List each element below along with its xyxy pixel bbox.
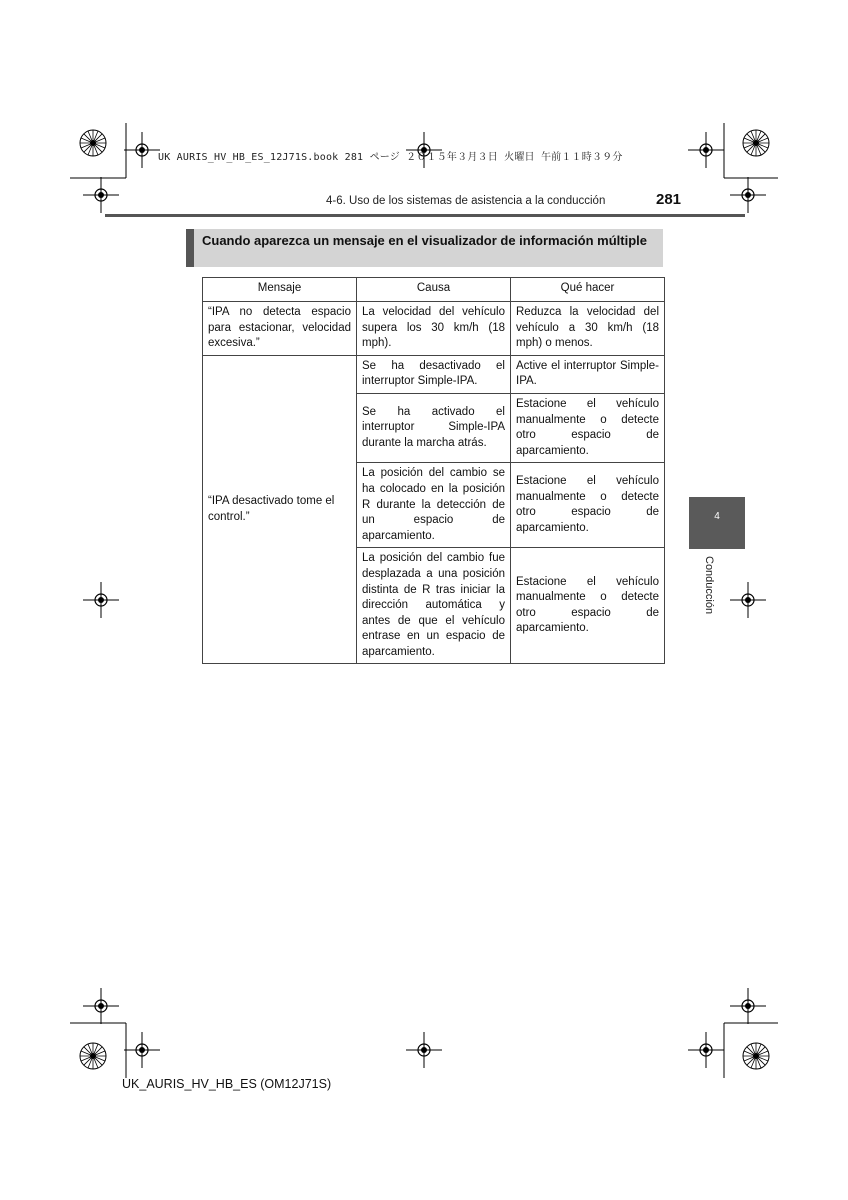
cell-causa: Se ha desactivado el interruptor Simple-IPA.: [357, 355, 511, 393]
column-header-causa: Causa: [357, 278, 511, 302]
print-job-header: UK AURIS_HV_HB_ES_12J71S.book 281 ページ ２０１５年３月３日 火曜日 午前１１時３９分: [158, 152, 623, 163]
table-row: [203, 302, 665, 356]
chapter-tab: [689, 497, 745, 549]
cell-mensaje: “IPA desactivado tome el control.”: [203, 355, 357, 664]
cell-causa: Se ha activado el interruptor Simple-IPA durante la marcha atrás.: [357, 393, 511, 462]
running-header-section: 4-6. Uso de los sistemas de asistencia a la conducción: [326, 195, 606, 207]
cell-accion: Reduzca la velocidad del vehículo a 30 km/h (18 mph) o menos.: [511, 302, 665, 356]
cell-causa: La posición del cambio se ha colocado en la posición R durante la detección de un espacio de aparcamiento.: [357, 463, 511, 548]
cell-accion: Estacione el vehículo manualmente o detecte otro espacio de aparcamiento.: [511, 548, 665, 664]
chapter-number: 4: [714, 511, 720, 522]
cell-mensaje: “IPA no detecta espacio para estacionar, velocidad excesiva.”: [203, 302, 357, 356]
header-rule: [105, 214, 745, 217]
table-row: [203, 355, 665, 393]
message-table: [202, 277, 665, 664]
cell-accion: Estacione el vehículo manualmente o detecte otro espacio de aparcamiento.: [511, 463, 665, 548]
subheading: Cuando aparezca un mensaje en el visualizador de información múltiple: [186, 229, 663, 267]
chapter-label: Conducción: [703, 556, 715, 615]
table-header-row: [203, 278, 665, 302]
column-header-mensaje: Mensaje: [203, 278, 357, 302]
page-number: 281: [656, 191, 682, 208]
cell-causa: La velocidad del vehículo supera los 30 km/h (18 mph).: [357, 302, 511, 356]
cell-accion: Active el interruptor Simple-IPA.: [511, 355, 665, 393]
cell-causa: La posición del cambio fue desplazada a una posición distinta de R tras iniciar la dirección automática y antes de que el vehículo entrase en un espacio de aparcamiento.: [357, 548, 511, 664]
column-header-que-hacer: Qué hacer: [511, 278, 665, 302]
cell-accion: Estacione el vehículo manualmente o detecte otro espacio de aparcamiento.: [511, 393, 665, 462]
footer-code: UK_AURIS_HV_HB_ES (OM12J71S): [122, 1077, 332, 1091]
